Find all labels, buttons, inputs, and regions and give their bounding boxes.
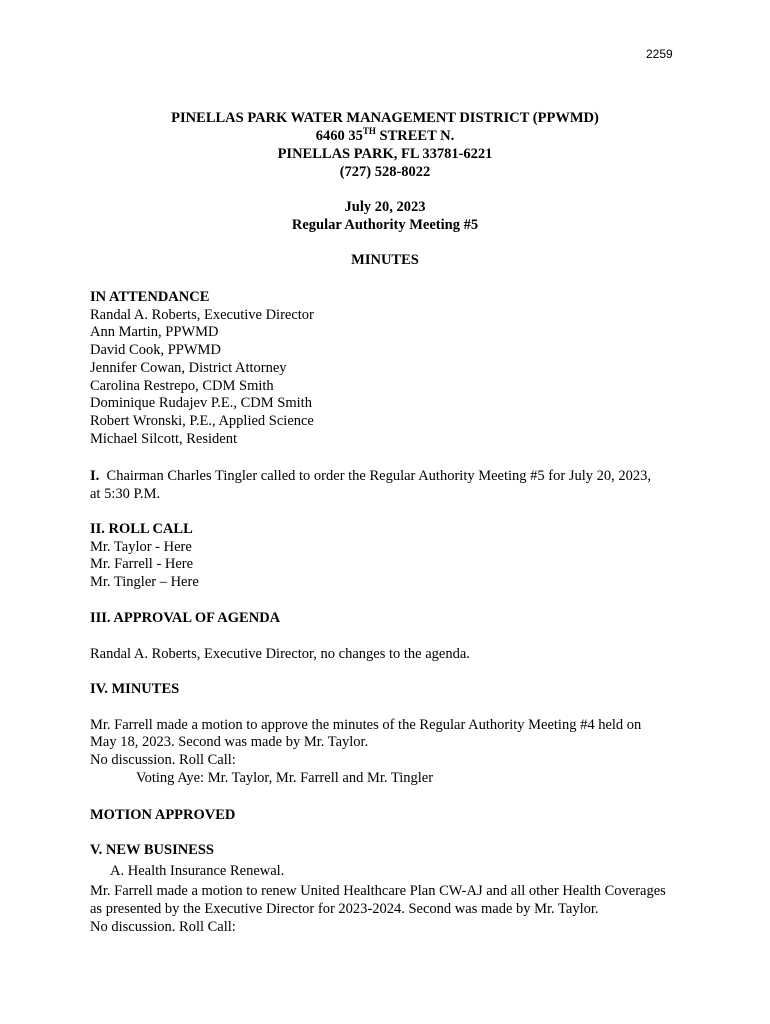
attendee: Jennifer Cowan, District Attorney <box>90 359 287 376</box>
roll-call-entry: Mr. Taylor - Here <box>90 538 192 555</box>
new-business-heading: V. NEW BUSINESS <box>90 842 214 858</box>
page-number: 2259 <box>646 47 673 61</box>
call-to-order-section <box>90 468 690 503</box>
new-business-text: No discussion. Roll Call: <box>90 918 236 935</box>
item-a: A. Health Insurance Renewal. <box>110 862 285 879</box>
attendee: Carolina Restrepo, CDM Smith <box>90 377 274 394</box>
minutes-text: Mr. Farrell made a motion to approve the minutes of the Regular Authority Meeting #4 held on <box>90 716 642 733</box>
document-header <box>0 109 770 269</box>
motion-approved <box>90 807 690 825</box>
minutes-heading: IV. MINUTES <box>90 681 180 697</box>
roll-call-entry: Mr. Tingler – Here <box>90 574 199 591</box>
agenda-section <box>90 610 690 663</box>
new-business-text: as presented by the Executive Director for 2023-2024. Second was made by Mr. Taylor. <box>90 901 599 918</box>
roll-call-entry: Mr. Farrell - Here <box>90 556 194 573</box>
motion-approved-heading: MOTION APPROVED <box>90 807 236 823</box>
doc-type-heading: MINUTES <box>351 252 419 268</box>
attendee: Randal A. Roberts, Executive Director <box>90 306 314 323</box>
agenda-text: Randal A. Roberts, Executive Director, no changes to the agenda. <box>90 645 470 662</box>
agenda-heading: III. APPROVAL OF AGENDA <box>90 610 281 626</box>
minutes-text: No discussion. Roll Call: <box>90 752 236 769</box>
attendee: Michael Silcott, Resident <box>90 430 237 447</box>
phone-line: (727) 528-8022 <box>339 164 431 180</box>
call-to-order-text: Chairman Charles Tingler called to order the Regular Authority Meeting #5 for July 20, 2023, <box>106 468 651 484</box>
roll-call-section <box>90 521 690 592</box>
section-label: I. <box>90 468 100 484</box>
new-business-section <box>90 842 690 937</box>
attendee: Dominique Rudajev P.E., CDM Smith <box>90 395 312 412</box>
meeting-title: Regular Authority Meeting #5 <box>291 217 479 233</box>
org-name: PINELLAS PARK WATER MANAGEMENT DISTRICT (PPWMD) <box>171 110 599 126</box>
new-business-text: Mr. Farrell made a motion to renew United Healthcare Plan CW-AJ and all other Health Coverages <box>90 883 666 900</box>
meeting-date: July 20, 2023 <box>344 199 426 215</box>
minutes-section <box>90 681 690 788</box>
roll-call-heading: II. ROLL CALL <box>90 521 193 537</box>
minutes-text: May 18, 2023. Second was made by Mr. Taylor. <box>90 734 369 751</box>
address-number: 6460 35 <box>315 128 363 144</box>
city-line: PINELLAS PARK, FL 33781-6221 <box>277 146 493 162</box>
voting-line: Voting Aye: Mr. Taylor, Mr. Farrell and Mr. Tingler <box>136 769 434 786</box>
attendee: David Cook, PPWMD <box>90 342 221 359</box>
address <box>0 127 770 145</box>
attendee: Ann Martin, PPWMD <box>90 324 219 341</box>
attendance-heading: IN ATTENDANCE <box>90 289 210 305</box>
address-suffix: TH <box>362 126 376 137</box>
call-to-order-time: at 5:30 P.M. <box>90 485 161 502</box>
attendee: Robert Wronski, P.E., Applied Science <box>90 412 314 429</box>
address-street: STREET N. <box>375 128 455 144</box>
attendance-section <box>90 289 690 448</box>
